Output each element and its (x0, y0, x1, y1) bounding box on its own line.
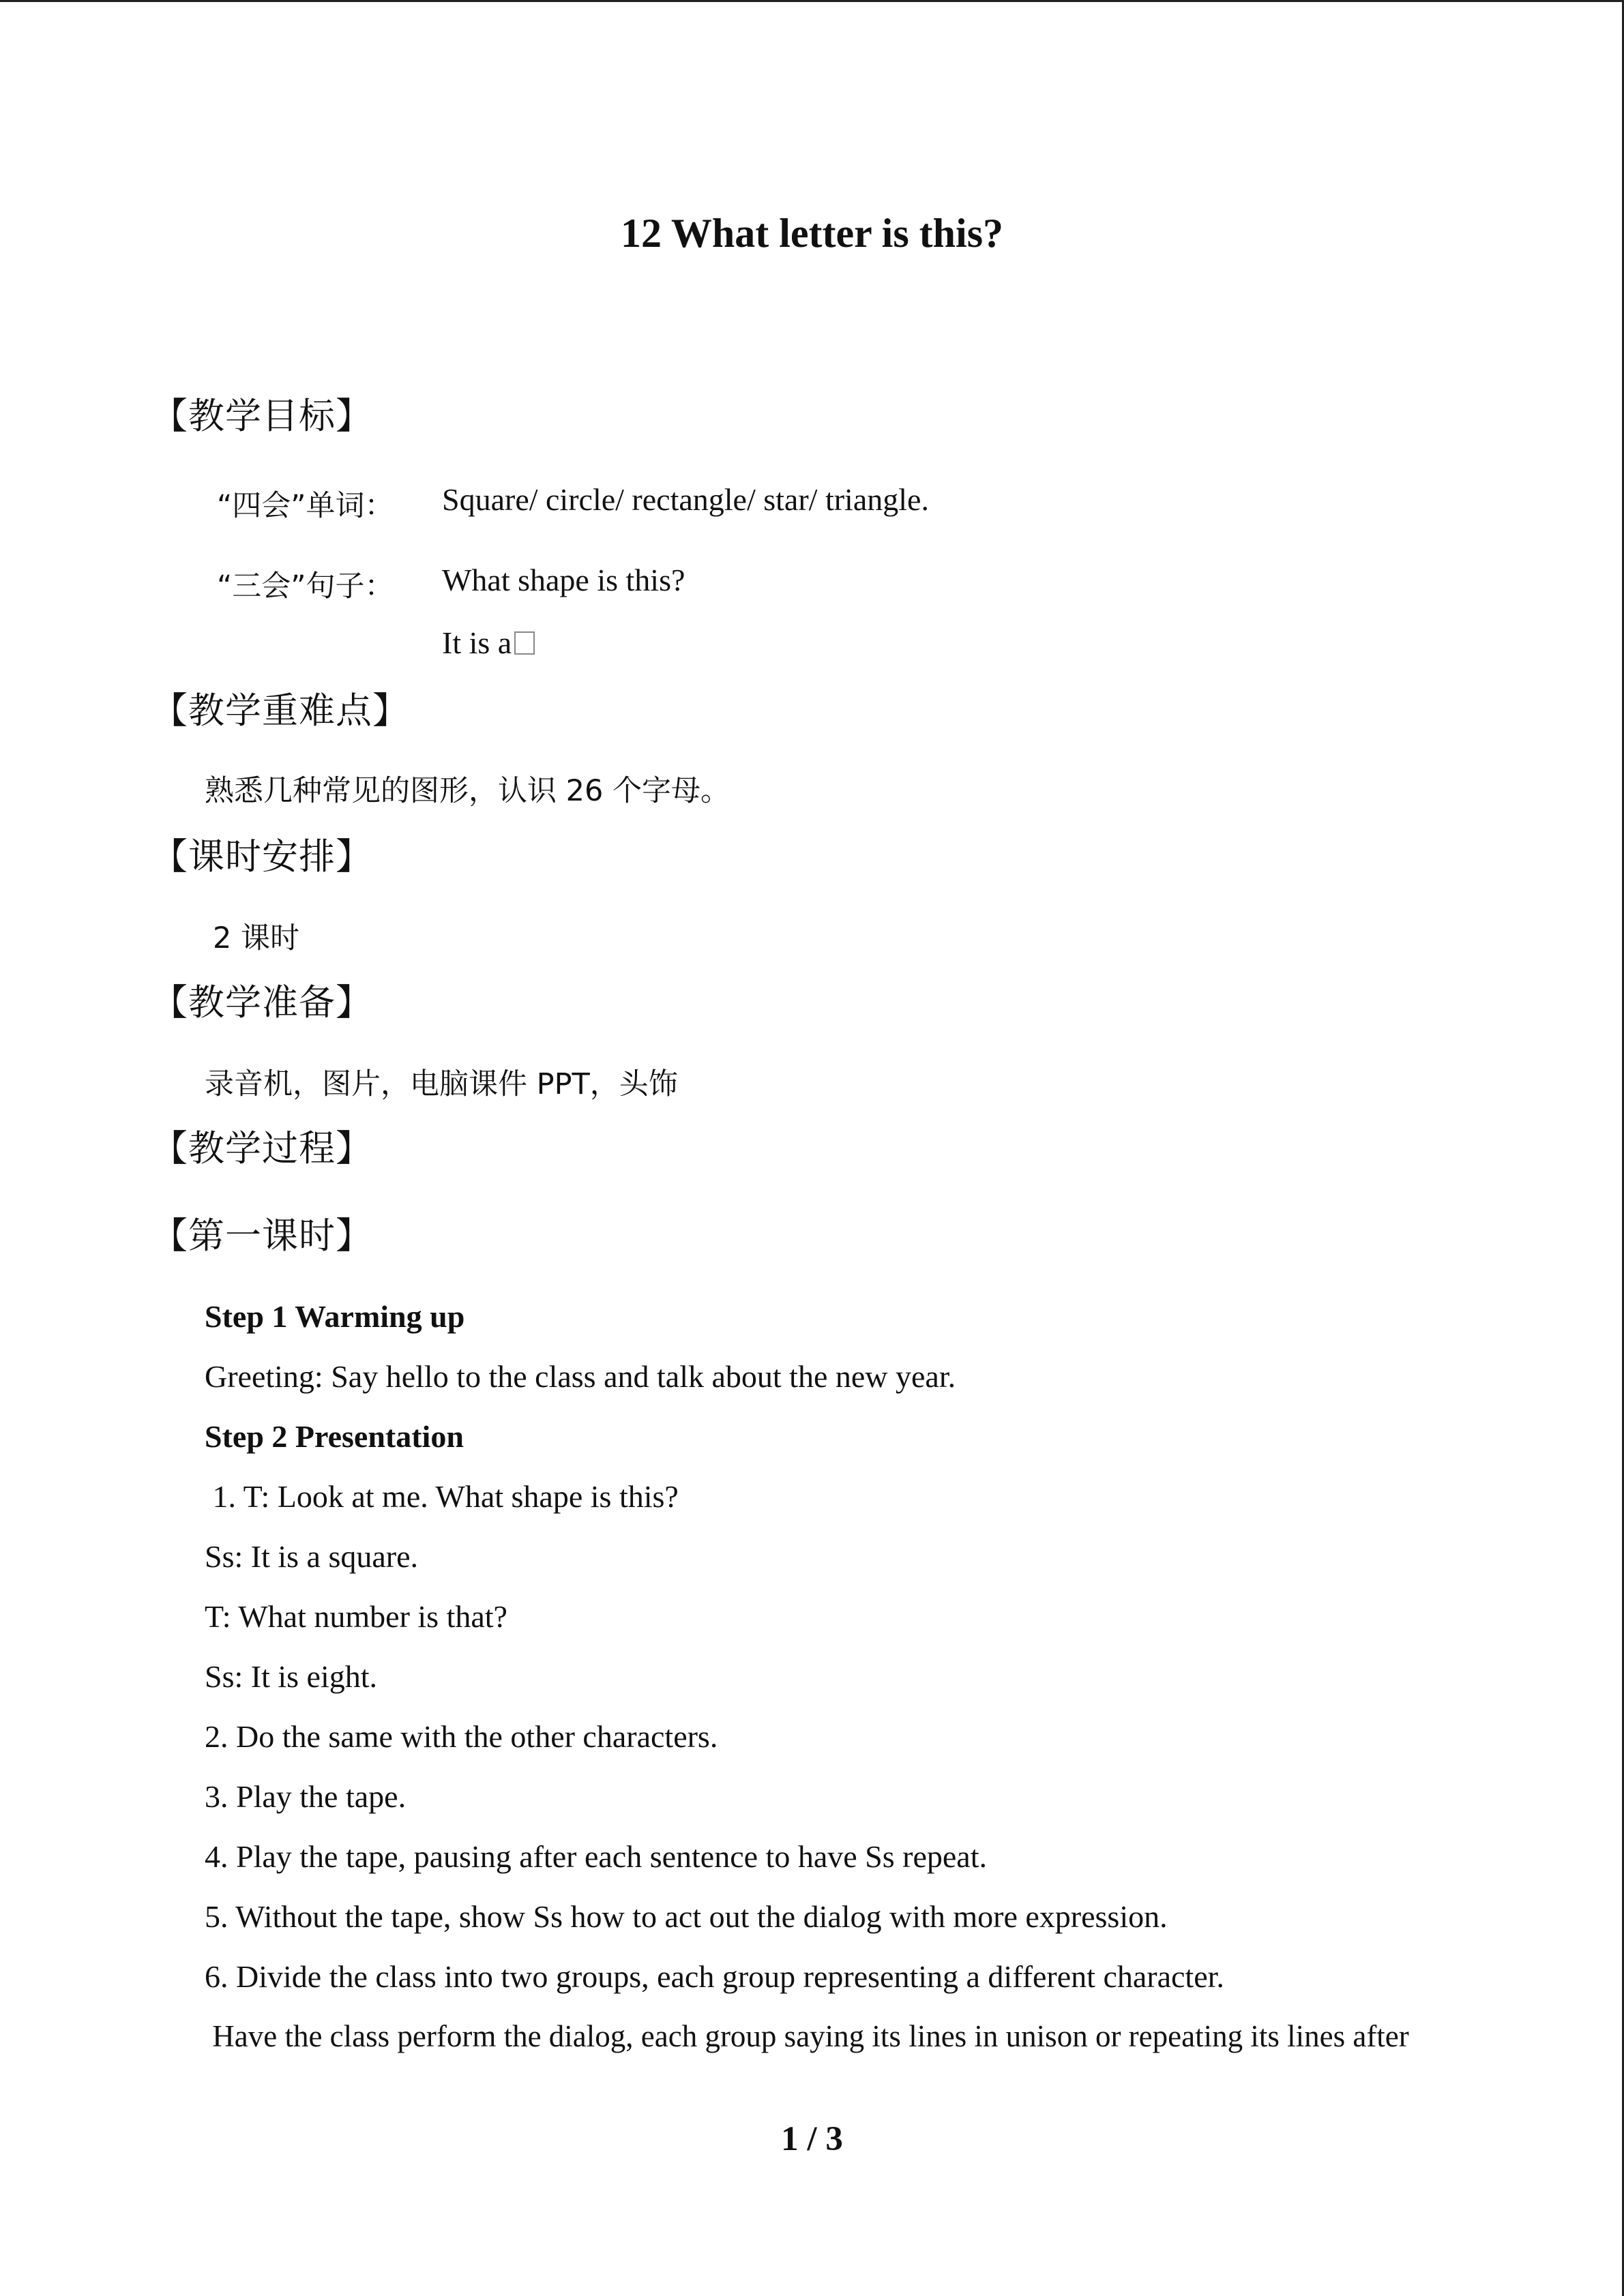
lesson-line: Ss: It is eight. (205, 1659, 378, 1694)
step1-title: Step 1 Warming up (205, 1299, 465, 1334)
lesson-line: 3. Play the tape. (205, 1779, 407, 1814)
preparation-heading: 【教学准备】 (151, 982, 372, 1024)
sentence-2-text: It is a (442, 625, 512, 660)
lesson-line: 4. Play the tape, pausing after each sentence to have Ss repeat. (205, 1839, 987, 1874)
key-points-heading: 【教学重难点】 (151, 690, 409, 732)
lesson-line: 2. Do the same with the other characters. (205, 1719, 718, 1754)
step2-title: Step 2 Presentation (205, 1419, 464, 1454)
key-points-text: 熟悉几种常见的图形，认识 26 个字母。 (205, 774, 730, 808)
lesson1-heading: 【第一课时】 (151, 1215, 372, 1257)
lesson-line: Ss: It is a square. (205, 1539, 419, 1574)
lesson-line: 5. Without the tape, show Ss how to act out the dialog with more expression. (205, 1899, 1168, 1934)
lesson-line: T: What number is that? (205, 1599, 507, 1634)
blank-box-icon (514, 631, 535, 655)
schedule-text: 2 课时 (213, 921, 300, 955)
step1-text: Greeting: Say hello to the class and talk about the new year. (205, 1359, 956, 1394)
process-heading: 【教学过程】 (151, 1128, 372, 1169)
page-number: 1 / 3 (781, 2120, 843, 2158)
objectives-heading: 【教学目标】 (151, 396, 372, 437)
lesson-line: 1. T: Look at me. What shape is this? (205, 1479, 679, 1514)
three-skills-sentence-1: What shape is this? (442, 563, 685, 597)
three-skills-sentences-label: “三会”句子： (217, 569, 394, 603)
document-title: 12 What letter is this? (620, 211, 1004, 256)
lesson-line: Have the class perform the dialog, each group saying its lines in unison or repeating its lines after (205, 2019, 1409, 2053)
preparation-text: 录音机，图片，电脑课件 PPT，头饰 (205, 1067, 678, 1101)
four-skills-words-label: “四会”单词： (217, 489, 394, 523)
schedule-heading: 【课时安排】 (151, 836, 372, 878)
four-skills-words-value: Square/ circle/ rectangle/ star/ triangle. (442, 482, 929, 517)
lesson-line: 6. Divide the class into two groups, each group representing a different character. (205, 1959, 1224, 1994)
three-skills-sentence-2 (442, 625, 535, 661)
